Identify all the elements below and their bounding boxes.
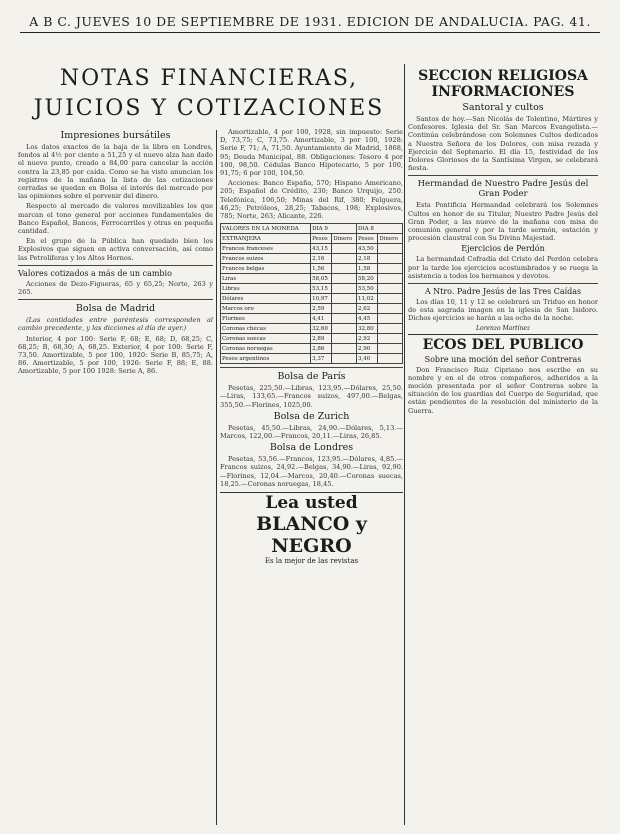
table-cell: Coronas suecas	[221, 334, 311, 344]
table-subheader: Pesos	[311, 234, 332, 244]
table-row	[221, 264, 403, 274]
table-cell: 58,05	[311, 274, 332, 284]
table-cell: 2,90	[357, 344, 378, 354]
sobre-heading: Sobre una moción del señor Contreras	[424, 354, 582, 364]
table-cell	[332, 324, 357, 334]
valores-heading: Valores cotizados a más de un cambio	[18, 268, 172, 278]
table-cell: 53,50	[357, 284, 378, 294]
table-cell: Coronas checas	[221, 324, 311, 334]
table-cell	[378, 254, 403, 264]
table-row	[221, 314, 403, 324]
table-cell	[378, 264, 403, 274]
bolsa-madrid-heading: Bolsa de Madrid	[75, 303, 156, 315]
divider	[220, 367, 403, 368]
table-cell: 43,50	[357, 244, 378, 254]
table-cell	[332, 244, 357, 254]
table-header: VALORES EN LA MONEDA	[221, 224, 311, 234]
paragraph: Respecto al mercado de valores movilizables los que marcan el tono general por acciones fundamentales de Banco Español, Bancos, Ferrocarriles y otras en pequeña cantidad.	[18, 202, 213, 236]
tres-caidas-heading: A Ntro. Padre Jesús de las Tres Caídas	[424, 287, 582, 297]
paragraph: Santos de hoy.—San Nicolás de Tolentino, Mártires y Confesores. Iglesia del Sr. San Marcos Evangelista.—Continúa celebrándose con Solemnes Cultos dedicados a Nuestra Señora de los Dolores, con misa rezada y Ejercicio del Septenario. El día 15, festividad de los Dolores Gloriosos de la Santísima Virgen, se celebrará fiesta.	[408, 115, 598, 173]
column-1	[18, 128, 213, 828]
paragraph: Interior, 4 por 100: Serie F, 68; E, 68; D, 68,25; C, 68,25; B, 68,30; A, 68,25. Exterior, 4 por 100: Serie F, 73,50. Amortizable, 5 por 100, 1920: Serie B, 85,75; A, 86. Amortizable, 5 por 100, 1926: Serie F, 88; E, 88. Amortizable, 5 por 100 1928: Serie A, 86.	[18, 334, 213, 376]
paragraph: En el grupo de la Pública han quedado bien los Explosivos que siguen en activa conversación, así como las Petrolíferas y los Altos Hornos.	[18, 237, 213, 262]
table-cell	[378, 324, 403, 334]
table-cell	[378, 244, 403, 254]
bolsa-zurich-heading: Bolsa de Zurich	[273, 410, 350, 422]
table-header: DIA 8	[357, 224, 403, 234]
table-cell: 2,62	[357, 304, 378, 314]
table-cell: Marcos oro	[221, 304, 311, 314]
table-cell: 58,20	[357, 274, 378, 284]
table-cell: 11,02	[357, 294, 378, 304]
table-row	[221, 284, 403, 294]
table-cell	[332, 354, 357, 364]
table-cell: 2,59	[311, 304, 332, 314]
paragraph: Acciones de Dezo-Figueras, 65 y 65,25; Norte, 263 y 265.	[18, 279, 213, 297]
table-cell	[332, 274, 357, 284]
paragraph: Pesetas, 225,50.—Libras, 123,95.—Dólares, 25,50.—Liras, 133,65.—Francos suizos, 497,00.—Belgas, 355,50.—Florines, 1025,00.	[220, 384, 403, 409]
table-row	[221, 294, 403, 304]
table-cell: Liras	[221, 274, 311, 284]
table-header: DIA 9	[311, 224, 357, 234]
table-cell: 2,18	[357, 254, 378, 264]
table-cell: Francos suizos	[221, 254, 311, 264]
bolsa-paris-heading: Bolsa de París	[277, 371, 346, 383]
table-row	[221, 354, 403, 364]
table-cell	[332, 264, 357, 274]
table-subheader: Dinero	[332, 234, 357, 244]
divider	[18, 299, 213, 300]
table-cell: 32,60	[311, 324, 332, 334]
paragraph: (Las cantidades entre paréntesis corresponden al cambio precedente, y las dicciones al día de ayer.)	[18, 316, 213, 333]
table-cell: 32,80	[357, 324, 378, 334]
table-cell: 1,58	[357, 264, 378, 274]
table-cell: 3,40	[357, 354, 378, 364]
divider	[408, 283, 598, 284]
paragraph: Pesetas, 45,50.—Libras, 24,90.—Dólares, 5,13.—Marcos, 122,00.—Francos, 20,11.—Liras, 26,85.	[220, 423, 403, 441]
table-row	[221, 324, 403, 334]
table-cell	[378, 294, 403, 304]
table-cell: 1,56	[311, 264, 332, 274]
table-cell	[378, 304, 403, 314]
table-cell	[378, 334, 403, 344]
masthead-text: A B C. JUEVES 10 DE SEPTIEMBRE DE 1931. EDICION DE ANDALUCIA. PAG. 41.	[29, 14, 591, 29]
table-row	[221, 244, 403, 254]
table-cell: Francos belgas	[221, 264, 311, 274]
table-cell	[378, 284, 403, 294]
table-cell: Dólares	[221, 294, 311, 304]
currency-table	[220, 223, 403, 364]
impresiones-body	[18, 143, 213, 262]
paragraph: Los días 10, 11 y 12 se celebrará un Triduo en honor de esta sagrada imagen en la iglesia de San Isidoro. Dichos ejercicios se harán a las ocho de la noche.	[408, 298, 598, 323]
paragraph: La hermandad Cofradía del Cristo del Perdón celebra por la tarde los ejercicios acostumbrados y se ruega la asistencia a todos los hermanos y devotos.	[408, 255, 598, 280]
table-cell	[378, 354, 403, 364]
table-cell: Coronas noruegas	[221, 344, 311, 354]
blanco-y-negro-ad	[220, 492, 403, 565]
table-cell: 4,45	[357, 314, 378, 324]
table-row	[221, 334, 403, 344]
ecos-heading: ECOS DEL PUBLICO	[408, 334, 598, 353]
paragraph: Esta Pontificia Hermandad celebrará los Solemnes Cultos en honor de su Titular, Nuestro Padre Jesús del Gran Poder, a las nueve de la mañana con misa de comunión general y por la tarde sermón, estación y procesión claustral con Su Divina Majestad.	[408, 201, 598, 243]
paragraph: Los datos exactos de la baja de la libra en Londres, fondos al 4½ por ciento a 51,25 y el nuevo alza han dado el nuevo punto, creado a 84,00 para cancelar la acción contra la 23,85 por caída. Como se ha visto anuncian los registros de la mañana la lista de las cotizaciones cerradas se quedan en Bolsa el interés del mercado por las opiniones sobre el porvenir del dinero.	[18, 143, 213, 201]
table-cell: 2,16	[311, 254, 332, 264]
table-cell	[332, 284, 357, 294]
table-cell: Florines	[221, 314, 311, 324]
impresiones-heading: Impresiones bursátiles	[60, 130, 171, 141]
table-cell	[378, 344, 403, 354]
table-subheader: Pesos	[357, 234, 378, 244]
main-title: NOTAS FINANCIERAS, JUICIOS Y COTIZACIONES	[33, 66, 385, 121]
table-cell: 43,15	[311, 244, 332, 254]
table-cell	[332, 344, 357, 354]
table-row	[221, 304, 403, 314]
ad-line: Lea usted	[265, 493, 358, 514]
table-cell: 4,41	[311, 314, 332, 324]
ejercicios-heading: Ejercicios de Perdón	[461, 244, 545, 254]
bolsa-londres-heading: Bolsa de Londres	[269, 442, 354, 454]
ad-line: Es la mejor de las revistas	[264, 557, 359, 566]
masthead	[20, 14, 600, 33]
paragraph: Pesetas, 53,56.—Francos, 123,95.—Dólares, 4,85.—Francos suizos, 24,92.—Belgas, 34,90.—Liras, 92,90.—Florines, 12,04.—Marcos, 20,40.—Coronas suecas, 18,25.—Coronas noruegas, 18,45.	[220, 455, 403, 488]
paragraph: Amortizable, 4 por 100, 1928, sin impuesto: Serie D, 73,75; C, 73,75. Amortizable, 3 por 100, 1928: Serie F, 71; A, 71,50. Ayuntamiento de Madrid, 1868, 95; Deuda Municipal, 88. Obligaciones: Tesoro 4 por 100, 98,50. Cédulas Banco Hipotecario, 5 por 100, 91,75; 6 por 100, 104,50.	[220, 128, 403, 178]
divider	[18, 265, 213, 266]
table-cell: Libras	[221, 284, 311, 294]
column-rule	[216, 130, 217, 825]
ad-line: BLANCO y NEGRO	[256, 513, 367, 558]
table-row	[221, 254, 403, 264]
table-cell: 53,15	[311, 284, 332, 294]
column-rule	[404, 64, 405, 825]
table-row	[221, 274, 403, 284]
table-cell	[378, 274, 403, 284]
table-cell: Francos franceses	[221, 244, 311, 254]
table-subheader: Dinero	[378, 234, 403, 244]
signature: Lorenzo Martínez	[475, 324, 531, 332]
table-cell	[332, 314, 357, 324]
table-row	[221, 344, 403, 354]
table-cell	[378, 314, 403, 324]
table-subheader: EXTRANJERA	[221, 234, 311, 244]
column-2	[220, 128, 403, 828]
hermandad-heading: Hermandad de Nuestro Padre Jesús del Gran Poder	[417, 179, 589, 200]
table-cell: 2,89	[311, 334, 332, 344]
seccion-religiosa-heading: SECCION RELIGIOSA INFORMACIONES	[418, 68, 588, 100]
table-cell	[332, 334, 357, 344]
table-cell: 10,97	[311, 294, 332, 304]
table-cell: 2,92	[357, 334, 378, 344]
table-cell: Pesos argentinos	[221, 354, 311, 364]
table-cell	[332, 304, 357, 314]
table-cell	[332, 254, 357, 264]
divider	[408, 175, 598, 176]
paragraph: Acciones: Banco España, 570; Hispano Americano, 205; Español de Crédito, 230; Banco Urquijo, 250. Telefónica, 106,50; Minas del Rif, 380; Felguera, 46,25; Petróleos, 28,25; Tabacos, 198; Explosivos, 785; Norte, 263; Alicante, 226.	[220, 179, 403, 221]
column-3	[408, 66, 598, 828]
paragraph: Don Francisco Ruiz Cipriano nos escribe en su nombre y en el de otros compañeros, adheridos a la moción presentada por el señor Contreras sobre la situación de los guardias del Cuerpo de Seguridad, que están pendientes de la resolución del ministerio de la Guerra.	[408, 365, 598, 415]
table-cell	[332, 294, 357, 304]
table-cell: 3,37	[311, 354, 332, 364]
table-cell: 2,86	[311, 344, 332, 354]
santoral-heading: Santoral y cultos	[462, 102, 544, 113]
